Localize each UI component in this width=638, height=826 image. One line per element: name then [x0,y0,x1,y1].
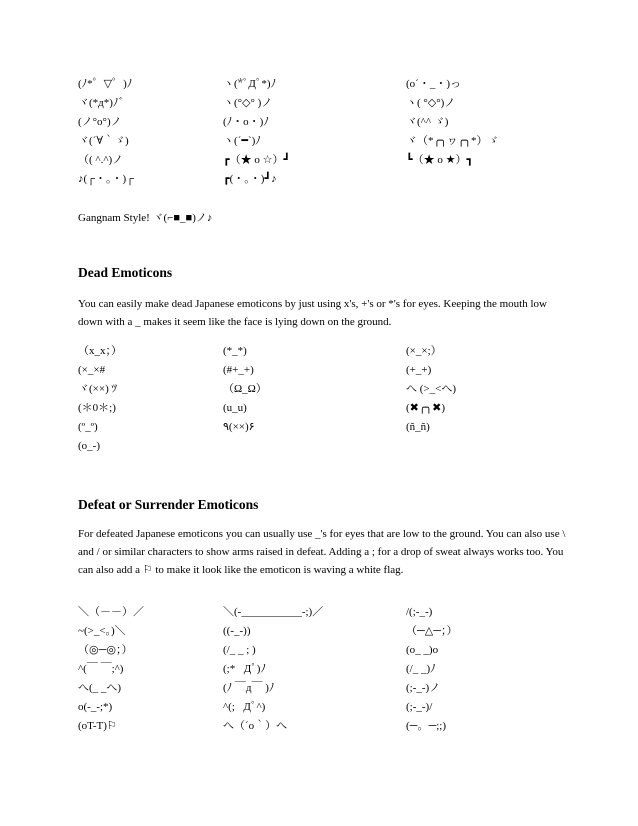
dead-emoticons-description: You can easily make dead Japanese emoticons by just using x's, +'s or *'s for eyes. Keeping the mouth low down with a _ makes it seem like the face is lying down on the ground. [78,298,547,328]
emoticon-row [78,720,568,739]
emoticon: (＊0＊;) [78,402,116,414]
emoticon-row [78,402,568,421]
emoticon-row [78,606,568,625]
emoticon: ヽ( °◇°)ノ [406,97,456,109]
emoticon: (ﾉ*゜▽゜)ﾉ [78,78,133,90]
emoticon: (*_*) [223,345,247,357]
emoticon: /(;-_-) [406,606,433,618]
emoticon: (u_u) [223,402,247,414]
emoticon-row [78,154,568,173]
emoticon: へ（´o｀）へ [223,720,288,732]
emoticon: ^(￣ ￣;^) [78,663,124,675]
emoticon: (;-_-)ノ [406,682,441,694]
emoticon: （x_x；） [78,345,122,357]
emoticon: ヽ(*ﾟДﾟ*)ﾉ [223,78,277,90]
emoticon-row [78,701,568,720]
emoticon-row [78,625,568,644]
emoticon-grid-defeat [78,606,568,739]
emoticon: ヾ(*д*)ﾉ゛ [78,97,130,109]
emoticon: (×_×;） [406,345,442,357]
emoticon: o(-_-;*) [78,701,113,713]
emoticon-row [78,440,568,459]
emoticon-row [78,364,568,383]
emoticon: (×_×# [78,364,106,376]
emoticon: ٩(××)۶ [223,421,255,433]
defeat-emoticons-heading: Defeat or Surrender Emoticons [78,497,259,512]
emoticon: (+_+) [406,364,432,376]
dead-emoticons-heading: Dead Emoticons [78,265,173,280]
emoticon: (─。─;;) [406,720,447,732]
emoticon: （◎─◎；） [78,644,133,656]
emoticon: （─△─；） [406,625,458,637]
emoticon: ヾ（*╭╮ヮ╭╮*）ゞ [406,135,499,147]
emoticon-row [78,421,568,440]
emoticon: (ノ°ο°)ノ [78,116,122,128]
emoticon: (o_ _)o [406,644,439,656]
emoticon: ♪(┌・。・)┌ [78,173,134,185]
emoticon: ヽ(°◇° )ノ [223,97,273,109]
emoticon-row [78,135,568,154]
emoticon: ＼(-___________-;)／ [223,606,324,618]
emoticon: (/_ _ ; ) [223,644,256,656]
gangnam-line: Gangnam Style! ヾ(⌐■_■)ノ♪ [78,212,213,224]
emoticon: (º_º) [78,421,98,433]
emoticon: (;-_-)/ [406,701,433,713]
emoticon: ＼（－－）／ [78,606,144,618]
emoticon: (ﾉ ￣д￣ )ﾉ [223,682,275,694]
emoticon-row [78,97,568,116]
emoticon: (;*ﾟДﾟ)ﾉ [223,663,266,675]
emoticon: ~(>_<。)＼ [78,625,126,637]
emoticon: (/_ _)ﾉ [406,663,436,675]
emoticon-row [78,682,568,701]
emoticon: (o_-) [78,440,100,452]
emoticon: （Ω_Ω） [223,383,267,395]
emoticon-grid-dead [78,345,568,459]
emoticon: (ﾉ・o・)ﾉ [223,116,269,128]
emoticon-row [78,345,568,364]
emoticon: ^(;ﾟДﾟ^) [223,701,266,713]
emoticon-row [78,173,568,192]
emoticon: ┗（★ o ★）┓ [406,154,474,166]
emoticon: ヾ(´∀｀ゞ) [78,135,129,147]
emoticon: (ñ_ñ) [406,421,430,433]
emoticon: ヽ(´━`)ﾉ [223,135,261,147]
emoticon-row [78,78,568,97]
emoticon-grid-top [78,78,568,192]
emoticon: ヾ(^^ ゞ) [406,116,449,128]
emoticon-row [78,383,568,402]
emoticon: (#+_+) [223,364,254,376]
emoticon: へ(_ _へ) [78,682,122,694]
emoticon: へ (>_<へ) [406,383,456,395]
emoticon-row [78,644,568,663]
emoticon: ヾ(××) ﾂ [78,383,117,395]
emoticon: ((-_-)) [223,625,251,637]
emoticon: (✖╭╮✖) [406,402,446,414]
emoticon: （( ^.^)ノ [78,154,124,166]
emoticon-row [78,116,568,135]
emoticon: ┏（★ o ☆）┛ [223,154,291,166]
emoticon: (o´・_・)っ [406,78,461,90]
emoticon: ┏(・。・)┛♪ [223,173,277,185]
emoticon: (oT-T)⚐ [78,720,117,732]
defeat-emoticons-description: For defeated Japanese emoticons you can usually use _'s for eyes that are low to the ground. You can also use \ and / or similar characters to show arms raised in defeat. Adding a ; for a drop of sweat always works too. You can also add a ⚐ to make it look like the emoticon is waving a white flag. [78,528,566,576]
emoticon-row [78,663,568,682]
